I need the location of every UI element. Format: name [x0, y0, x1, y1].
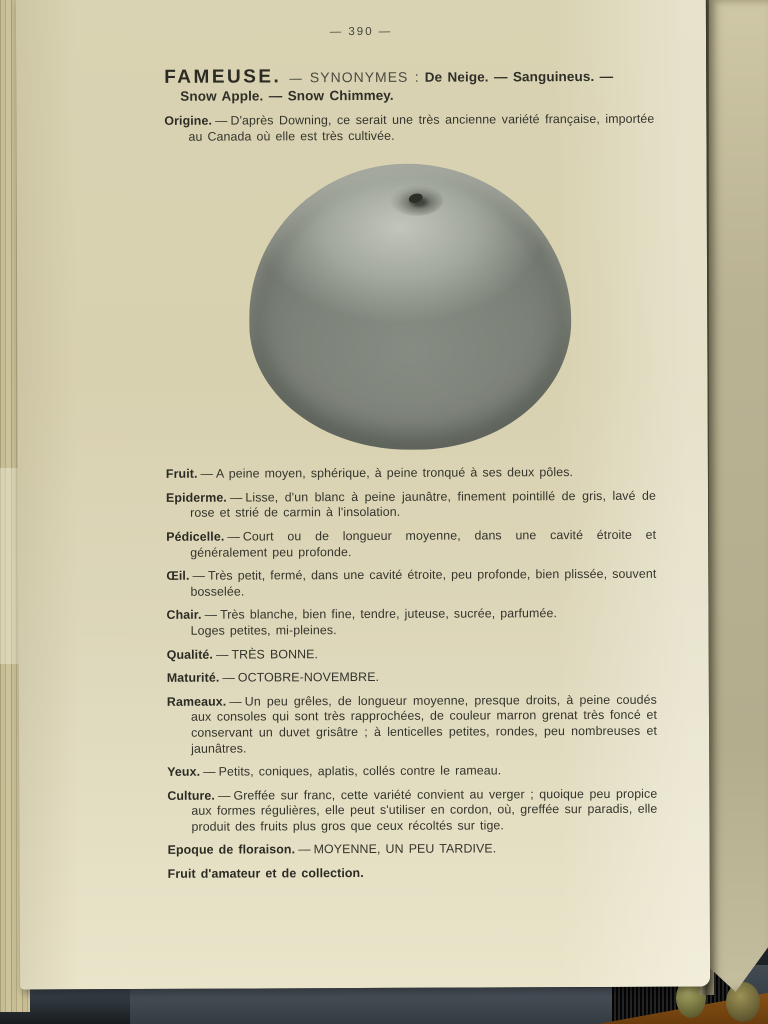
section-label: Pédicelle. [166, 529, 225, 544]
section-chair [167, 606, 657, 639]
section-text: Greffée sur franc, cette variété convient au verger ; quoique peu propice aux formes régulières, elle peut s'utiliser en cordon, où, greffée sur paradis, elle produit des fruits plus gros que ceux récoltés sur tige. [191, 786, 658, 834]
section-label: Rameaux. [166, 694, 227, 709]
variety-name: FAMEUSE. [164, 66, 282, 88]
dash: — [215, 647, 229, 662]
dash: — [214, 113, 228, 128]
table-edge [130, 988, 635, 1024]
section-maturite [167, 669, 657, 687]
synonyms-label: SYNONYMES : [309, 68, 420, 86]
variety-heading [164, 67, 654, 106]
dash: — [229, 490, 243, 505]
section-oeil [166, 567, 656, 600]
section-text: Court ou de longueur moyenne, dans une cavité étroite et généralement peu profonde. [190, 527, 657, 560]
section-label: Fruit d'amateur et de collection. [167, 866, 364, 881]
section-text-line2: Loges petites, mi-pleines. [190, 623, 337, 638]
section-pedicelle [166, 528, 656, 561]
section-label: Epiderme. [165, 490, 227, 505]
section-origine [164, 112, 654, 145]
section-text: A peine moyen, sphérique, à peine tronqué à ses deux pôles. [215, 465, 574, 481]
section-text: Un peu grêles, de longueur moyenne, presque droits, à peine coudés aux consoles qui sont très rapprochées, de couleur marron grenat très foncé et conservant un duvet grisâtre ; à lenticelles petites, rondes, peu nombreuses et jaunâtres. [190, 692, 658, 756]
section-label: Origine. [164, 113, 213, 128]
dash: — [200, 466, 214, 481]
dash: — [217, 788, 231, 803]
section-text: D'après Downing, ce serait une très ancienne variété française, importée au Canada où elle est très cultivée. [188, 111, 655, 144]
apple-photograph [249, 163, 572, 450]
section-text: MOYENNE, UN PEU TARDIVE. [313, 841, 497, 857]
section-fruit [166, 465, 656, 483]
page-content [164, 47, 658, 883]
section-label: Qualité. [166, 647, 213, 662]
dash: — [192, 568, 206, 583]
section-label: Fruit. [165, 466, 198, 482]
book-page [16, 0, 710, 990]
dash: — [227, 529, 240, 544]
dash: — [289, 71, 302, 86]
section-text: Très petit, fermé, dans une cavité étroite, peu profonde, bien plissée, souvent bosselée. [190, 566, 657, 599]
synonyms-list: De Neige. — Sanguineus. — Snow Apple. — Snow Chimmey. [180, 68, 614, 104]
section-label: Epoque de floraison. [167, 842, 296, 858]
section-rameaux [167, 692, 657, 757]
section-text: OCTOBRE-NOVEMBRE. [237, 670, 380, 685]
section-fruit-amateur [168, 865, 658, 883]
dash: — [203, 764, 216, 779]
dash: — [222, 670, 235, 685]
section-text: Très blanche, bien fine, tendre, juteuse, sucrée, parfumée. [220, 606, 557, 622]
section-label: Culture. [167, 788, 215, 803]
dash: — [298, 842, 311, 857]
section-epiderme [166, 489, 656, 522]
section-text: TRÈS BONNE. [231, 646, 319, 662]
section-yeux [167, 763, 657, 781]
section-text: Petits, coniques, aplatis, collés contre le rameau. [218, 763, 502, 779]
facing-page-edge [709, 0, 768, 992]
section-qualite [167, 645, 657, 663]
section-label: Œil. [166, 568, 190, 584]
section-epoque-floraison [168, 841, 658, 859]
page-number: — 390 — [329, 25, 393, 39]
section-label: Maturité. [166, 670, 220, 685]
dash: — [229, 694, 242, 709]
section-text: Lisse, d'un blanc à peine jaunâtre, finement pointillé de gris, lavé de rose et strié de carmin à l'insolation. [190, 488, 657, 521]
section-culture [167, 786, 657, 835]
background-fruit [726, 982, 760, 1022]
section-label: Chair. [166, 608, 202, 623]
section-label: Yeux. [167, 764, 201, 779]
dash: — [204, 607, 218, 623]
